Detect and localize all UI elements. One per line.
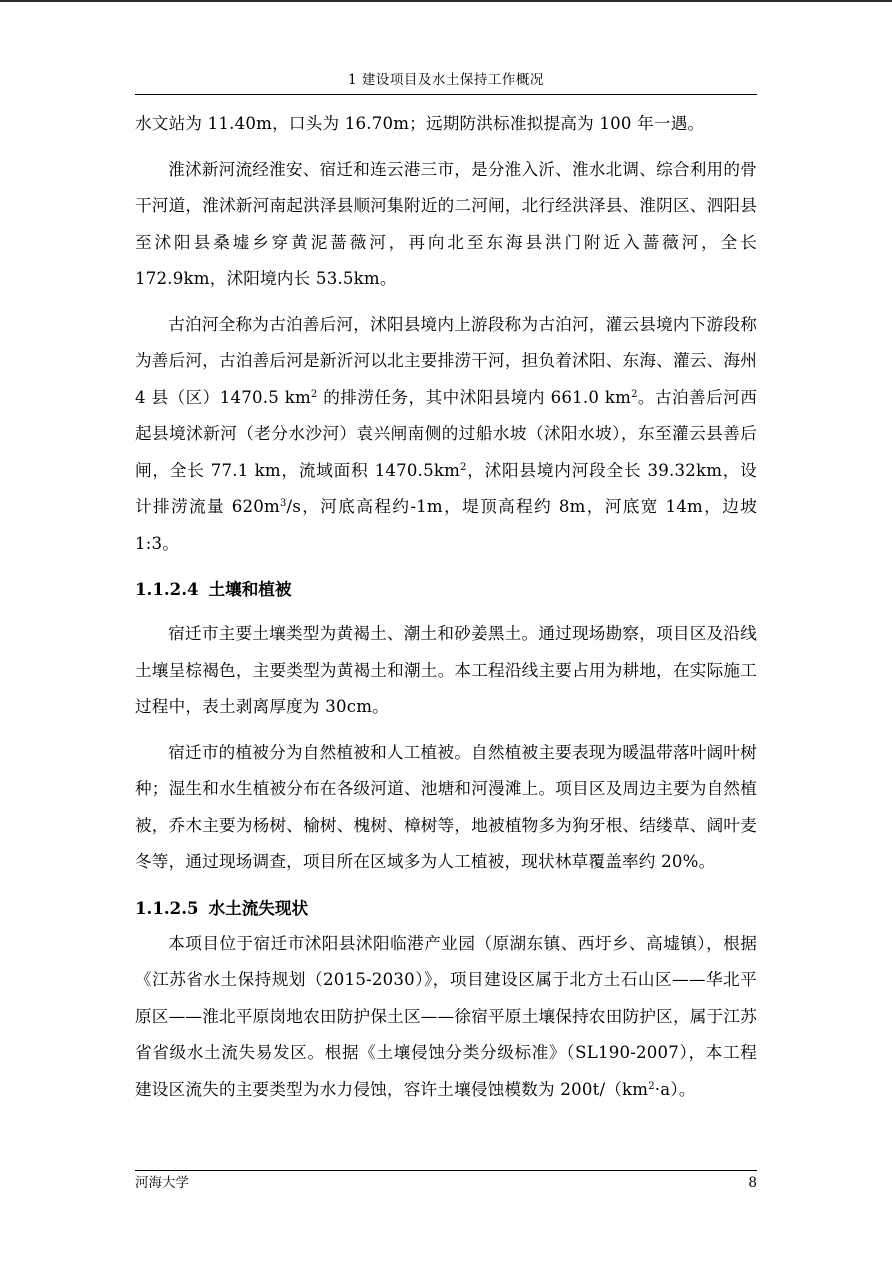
top-border-line: [0, 0, 892, 2]
section-heading-soil-erosion: [135, 890, 757, 926]
text-run: 古泊河全称为古泊善后河，沭阳县境内上游段称为古泊河，灌云县境内下游段称为善后河，古泊善后河是新沂河以北主要排涝干河，担负着沭阳、东海、灌云、海州 4 县（区）1470.5 km: [135, 314, 757, 407]
paragraph-gubo-river: [135, 307, 757, 563]
paragraph-flood-standard: 水文站为 11.40m，口头为 16.70m；远期防洪标准拟提高为 100 年一遇。: [135, 114, 705, 133]
footer-organization: 河海大学: [135, 1175, 189, 1191]
footer-rule: [135, 1170, 757, 1171]
header-rule: [135, 94, 757, 95]
superscript: 3: [279, 498, 287, 509]
text-run: ·a）。: [654, 1079, 696, 1099]
text-run: 。古泊善后河西起县境沭新河（老分水沙河）袁兴闸南侧的过船水坡（沭阳水坡），东至灌云县善后闸，全长 77.1 km，流域面积 1470.5km: [135, 387, 757, 480]
paragraph-huaishu-river: 淮沭新河流经淮安、宿迁和连云港三市，是分淮入沂、淮水北调、综合利用的骨干河道，淮沭新河南起洪泽县顺河集附近的二河闸，北行经洪泽县、淮阴区、泗阳县至沭阳县桑墟乡穿黄泥蔷薇河，再向北至东海县洪门附近入蔷薇河，全长 172.9km，沭阳境内长 53.5km。: [135, 159, 757, 288]
paragraph-erosion-status: [135, 926, 757, 1109]
superscript: 2: [648, 1080, 655, 1092]
text-run: 本项目位于宿迁市沭阳县沭阳临港产业园（原湖东镇、西圩乡、高墟镇），根据《江苏省水土保持规划（2015-2030）》，项目建设区属于北方土石山区——华北平原区——淮北平原岗地农田防护保土区——徐宿平原土壤保持农田防护区，属于江苏省省级水土流失易发区。根据《土壤侵蚀分类分级标准》（SL190-2007），本工程建设区流失的主要类型为水力侵蚀，容许土壤侵蚀模数为 200t/（km: [135, 933, 757, 1099]
text-run: /s，河底高程约-1m，堤顶高程约 8m，河底宽 14m，边坡 1:3。: [135, 497, 757, 553]
section-title: 水土流失现状: [208, 897, 309, 918]
section-number: 1.1.2.5: [135, 897, 199, 918]
running-header: 1 建设项目及水土保持工作概况: [348, 72, 544, 88]
superscript: 2: [460, 461, 467, 473]
text-run: ，沭阳县境内河段全长 39.32km，设计排涝流量 620m: [135, 460, 757, 516]
section-heading-soil-vegetation: [135, 571, 757, 607]
text-run: 的排涝任务，其中沭阳县境内 661.0 km: [317, 387, 632, 407]
page-body: [135, 106, 757, 1108]
section-title: 土壤和植被: [208, 579, 292, 599]
paragraph-vegetation: 宿迁市的植被分为自然植被和人工植被。自然植被主要表现为暖温带落叶阔叶树种；湿生和水生植被分布在各级河道、池塘和河漫滩上。项目区及周边主要为自然植被，乔木主要为杨树、榆树、槐树、樟树等，地被植物多为狗牙根、结缕草、阔叶麦冬等，通过现场调查，项目所在区域多为人工植被，现状林草覆盖率约 20%。: [135, 742, 757, 871]
superscript: 2: [631, 388, 638, 400]
superscript: 2: [310, 388, 318, 400]
page-number: 8: [748, 1175, 757, 1191]
section-number: 1.1.2.4: [135, 579, 199, 599]
paragraph-soil-types: 宿迁市主要土壤类型为黄褐土、潮土和砂姜黑土。通过现场勘察，项目区及沿线土壤呈棕褐色，主要类型为黄褐土和潮土。本工程沿线主要占用为耕地，在实际施工过程中，表土剥离厚度为 30cm。: [135, 624, 757, 716]
